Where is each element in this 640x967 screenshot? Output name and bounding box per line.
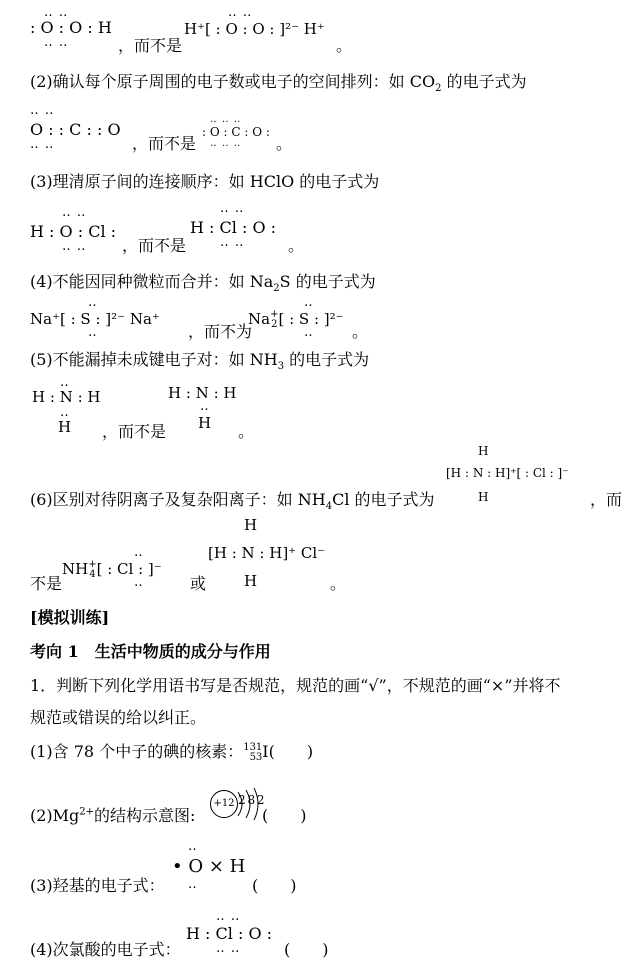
item5-correct-dots-top: ‥ — [60, 375, 70, 390]
ex1-correct-dots-top: ‥ ‥ — [44, 5, 69, 20]
item4-label: (4)不能因同种微粒而合并：如 $Na_2S$ 的电子式为 — [30, 272, 376, 295]
q1-c-dots-top: ‥ — [188, 839, 198, 854]
item4-end: 。 — [352, 322, 369, 341]
item3-correct-formula: H : O : Cl : — [30, 222, 117, 241]
item6-wrong1-formula: NH+ 4[ : Cl : ]⁻ — [62, 559, 162, 580]
q1-c-paren: ( ) — [252, 876, 297, 895]
item4-wrong-dots: ‥ — [304, 295, 314, 310]
item6-or: 或 — [190, 574, 207, 593]
q1-d-paren: ( ) — [284, 940, 329, 959]
item4-wrong-dots-bottom: ‥ — [304, 325, 314, 340]
item5-separator: ，而不是 — [102, 422, 167, 441]
item5-correct-dots-bottom: ‥ — [60, 405, 70, 420]
q1-b: $(2)Mg^{2+}$的结构示意图: — [30, 806, 196, 825]
q1-d-dots-bottom: ‥ ‥ — [216, 941, 241, 956]
item6-label: (6)区别对待阴离子及复杂阳离子：如 $NH_4Cl$ 的电子式为 — [30, 490, 435, 513]
item2-wrong-dots: ‥ ‥ ‥ — [210, 114, 242, 125]
q1-a: (1)含 78 个中子的碘的核素：131 53I( ) — [30, 741, 314, 763]
item3-separator: ，而不是 — [122, 236, 187, 255]
q1-b-nucleus: +12 — [210, 790, 238, 818]
item3-wrong-dots-bottom: ‥ ‥ — [220, 235, 245, 250]
q1-c: (3)羟基的电子式： — [30, 876, 165, 895]
q1-b-shells: 2 8 2 — [238, 793, 264, 807]
ex1-correct-dots-bottom: ‥ ‥ — [44, 35, 69, 50]
item4-separator: ，而不为 — [188, 322, 253, 341]
item5-correct-formula: H : N : H — [32, 388, 101, 406]
item2-wrong-dots-bottom: ‥ ‥ ‥ — [210, 138, 242, 149]
ex1-correct-formula: : O : O : H — [30, 18, 112, 37]
item5-wrong-h: H — [198, 414, 212, 432]
item6-wrong2-h-top: H — [244, 516, 258, 534]
item3-correct-dots: ‥ ‥ — [62, 205, 87, 220]
item2-correct-dots-bottom: ‥ ‥ — [30, 137, 55, 152]
q1-b-paren: ( ) — [262, 806, 307, 825]
item3-wrong-formula: H : Cl : O : — [190, 218, 277, 237]
q1-line2: 规范或错误的给以纠正。 — [30, 708, 207, 727]
item6-wrong2-formula: [H : N : H]⁺ Cl⁻ — [208, 544, 326, 562]
q1-c-formula: • O × H — [172, 856, 246, 877]
item3-label: (3)理清原子间的连接顺序：如 HClO 的电子式为 — [30, 172, 380, 191]
ex1-wrong-formula: H⁺[ : O : O : ]²⁻ H⁺ — [184, 20, 325, 38]
ex1-separator: ，而不是 — [118, 36, 183, 55]
item3-wrong-dots: ‥ ‥ — [220, 201, 245, 216]
item6-end: 。 — [330, 574, 347, 593]
q1-c-dots-bottom: ‥ — [188, 877, 198, 892]
item6-correct-h-top: H — [478, 444, 489, 458]
item2-correct-dots: ‥ ‥ — [30, 103, 55, 118]
item4-correct-formula: Na⁺[ : S : ]²⁻ Na⁺ — [30, 310, 160, 328]
item2-label: (2)确认每个原子周围的电子数或电子的空间排列：如 $CO_2$ 的电子式为 — [30, 72, 527, 95]
q1-d-dots-top: ‥ ‥ — [216, 909, 241, 924]
item4-correct-dots-bottom: ‥ — [88, 325, 98, 340]
item6-wrong2-h-bottom: H — [244, 572, 258, 590]
item2-separator: ，而不是 — [132, 134, 197, 153]
item5-label: (5)不能漏掉未成键电子对：如 $NH_3$ 的电子式为 — [30, 350, 370, 373]
item2-end: 。 — [276, 134, 293, 153]
item6-wrong1-dots-bottom: ‥ — [134, 575, 144, 590]
ex1-end: 。 — [336, 36, 353, 55]
item6-correct-formula: [H : N : H]⁺[ : Cl : ]⁻ — [446, 466, 569, 480]
item6-comma: ，而 — [590, 490, 623, 509]
item3-end: 。 — [288, 236, 305, 255]
item5-wrong-formula: H : N : H — [168, 384, 237, 402]
section-title: [模拟训练] — [30, 608, 110, 627]
item5-wrong-dots-bottom: ‥ — [200, 399, 210, 414]
item5-correct-h: H — [58, 418, 72, 436]
item6-correct-h-bottom: H — [478, 490, 489, 504]
item4-wrong-formula: Na+ 2[ : S : ]²⁻ — [248, 309, 344, 330]
q1-line1: 1．判断下列化学用语书写是否规范，规范的画“√”，不规范的画“×”并将不 — [30, 676, 561, 695]
item4-correct-dots: ‥ — [88, 295, 98, 310]
item6-line2-prefix: 不是 — [30, 574, 63, 593]
q1-d: (4)次氯酸的电子式： — [30, 940, 181, 959]
item3-correct-dots-bottom: ‥ ‥ — [62, 239, 87, 254]
item2-correct-formula: O : : C : : O — [30, 120, 121, 139]
item6-wrong1-dots: ‥ — [134, 545, 144, 560]
ex1-wrong-dots: ‥ ‥ — [228, 5, 253, 20]
item5-end: 。 — [238, 422, 255, 441]
q1-d-formula: H : Cl : O : — [186, 924, 273, 943]
section-topic: 考向 1 生活中物质的成分与作用 — [30, 642, 271, 661]
item2-wrong-formula: : O : C : O : — [202, 125, 270, 139]
